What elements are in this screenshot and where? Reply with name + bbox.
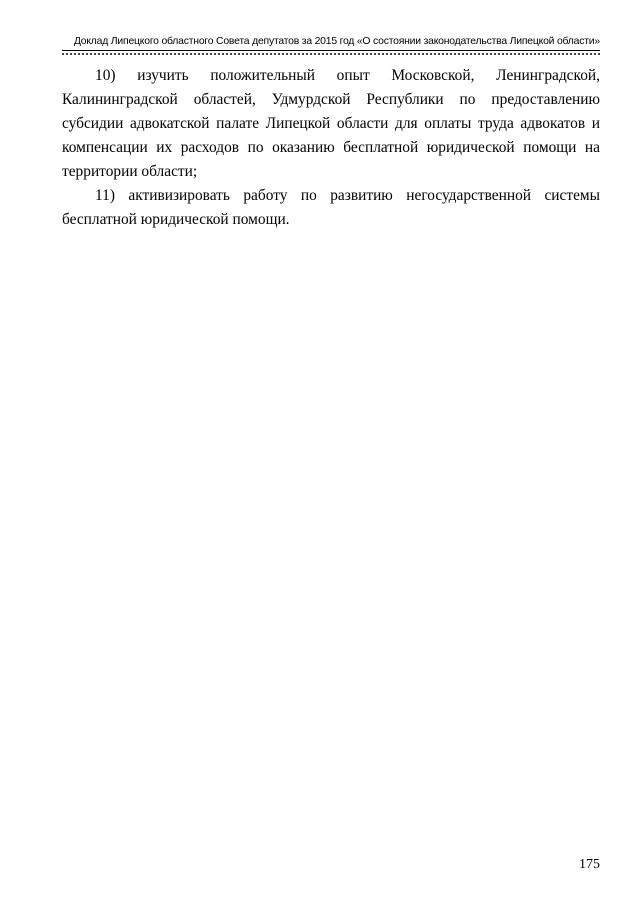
page-number: 175 bbox=[579, 857, 600, 872]
paragraph-item-10: 10) изучить положительный опыт Московской, Ленинградской, Калининградской областей, Удмурдской Республики по предоставлению субсидии адвокатской палате Липецкой области для оплаты труда адвокатов и компенсации их расходов по оказанию бесплатной юридической помощи на территории области; bbox=[62, 67, 600, 180]
running-header: Доклад Липецкого областного Совета депутатов за 2015 год «О состоянии законодательства Липецкой области» bbox=[73, 36, 600, 47]
paragraph-item-11: 11) активизировать работу по развитию негосударственной системы бесплатной юридической помощи. bbox=[62, 187, 600, 228]
header-rule bbox=[62, 50, 600, 51]
body-text bbox=[62, 64, 600, 232]
header-rule-pattern bbox=[62, 53, 600, 55]
